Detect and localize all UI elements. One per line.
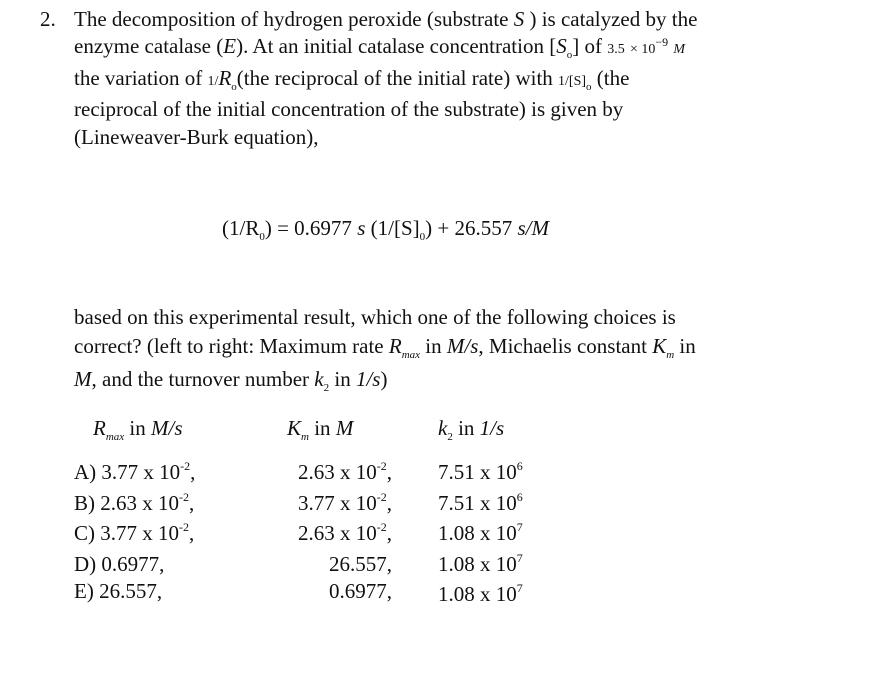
substrate-conc-subscript: o <box>566 49 573 61</box>
option-e-km-base: 0.6977, <box>329 579 392 603</box>
problem-text: ). At an initial catalase concentration [ <box>236 34 557 58</box>
header-km-symbol: K <box>287 416 302 440</box>
problem-text: ] of <box>572 34 602 58</box>
rmax-unit: M/s <box>446 334 479 358</box>
inverse-rate-prefix: 1/ <box>207 74 219 89</box>
header-rmax-label: in <box>129 416 146 440</box>
option-e-k2-exp: 7 <box>516 581 523 595</box>
option-a-km-exp: -2 <box>376 459 387 473</box>
header-k2-unit: 1/s <box>479 416 505 440</box>
option-a-rmax-end: , <box>190 460 196 484</box>
question-text: , Michaelis constant <box>478 334 647 358</box>
option-c-k2-base: 1.08 x 10 <box>438 521 517 545</box>
option-b-rmax-base: B) 2.63 x 10 <box>74 490 179 515</box>
option-c-k2 <box>438 520 523 551</box>
option-c-km-end: , <box>386 521 392 545</box>
header-rmax-unit: M/s <box>151 416 183 440</box>
header-rmax-subscript: max <box>105 431 125 443</box>
option-d-km-base: 26.557, <box>329 551 392 576</box>
problem-line-1 <box>74 8 697 31</box>
option-d-rmax-base: D) 0.6977, <box>74 551 165 576</box>
question-text: correct? (left to right: Maximum rate <box>74 334 384 358</box>
inverse-rate-subscript: o <box>231 81 237 93</box>
option-a-k2-exp: 6 <box>516 459 523 473</box>
option-c-km <box>262 520 392 551</box>
conc-coefficient: 3.5 <box>607 42 625 57</box>
problem-line-2 <box>74 35 685 62</box>
header-rmax <box>93 417 183 444</box>
problem-line-5: (Lineweaver-Burk equation), <box>74 125 319 149</box>
option-b-rmax-end: , <box>189 490 195 515</box>
option-a-rmax[interactable] <box>74 459 195 490</box>
inverse-rate-symbol: R <box>218 66 232 90</box>
inverse-conc-subscript: o <box>586 81 592 93</box>
problem-line-3 <box>74 67 629 94</box>
option-c-rmax-base: C) 3.77 x 10 <box>74 521 179 545</box>
options-km-column <box>262 459 392 606</box>
option-d-rmax[interactable] <box>74 551 195 579</box>
k2-subscript: 2 <box>323 382 330 394</box>
header-k2-subscript: 2 <box>447 431 453 443</box>
option-a-km <box>262 459 392 490</box>
equation-unit: s/M <box>517 216 549 240</box>
problem-text: enzyme catalase ( <box>74 34 224 58</box>
option-b-km-base: 3.77 x 10 <box>298 490 377 515</box>
problem-text: ) is catalyzed by the <box>529 7 698 31</box>
problem-text: the variation of <box>74 66 203 90</box>
conc-times-ten: × 10 <box>629 42 656 57</box>
option-b-rmax-exp: -2 <box>179 489 189 504</box>
option-c-k2-exp: 7 <box>516 520 523 534</box>
header-km <box>287 417 353 444</box>
equation-unit-s: s <box>357 216 366 240</box>
option-c-km-base: 2.63 x 10 <box>298 521 377 545</box>
question-line-2 <box>74 335 696 362</box>
equation-lhs: (1/R <box>222 216 260 240</box>
option-e-rmax-base: E) 26.557, <box>74 579 163 603</box>
equation-lhs-end: ) = 0.6977 <box>264 216 352 240</box>
option-b-k2 <box>438 490 523 521</box>
substrate-symbol: S <box>513 7 525 31</box>
option-d-km <box>262 551 392 579</box>
header-km-subscript: m <box>301 431 309 443</box>
question-text: in <box>425 334 442 358</box>
equation-lhs-subscript: 0 <box>259 231 265 243</box>
option-a-k2-base: 7.51 x 10 <box>438 460 517 484</box>
option-d-k2 <box>438 551 523 582</box>
km-subscript: m <box>666 349 675 361</box>
option-c-rmax-end: , <box>189 521 195 545</box>
rmax-symbol: R <box>388 334 402 358</box>
option-c-km-exp: -2 <box>376 520 387 534</box>
option-c-rmax-exp: -2 <box>179 520 189 534</box>
option-b-k2-exp: 6 <box>516 489 523 504</box>
option-b-rmax[interactable] <box>74 490 195 521</box>
question-text: , and the turnover number <box>91 367 310 391</box>
header-rmax-symbol: R <box>93 416 106 440</box>
option-a-rmax-base: A) 3.77 x 10 <box>74 460 181 484</box>
option-a-km-base: 2.63 x 10 <box>298 460 377 484</box>
equation-mid-end: ) + 26.557 <box>425 216 513 240</box>
option-c-rmax[interactable] <box>74 520 195 551</box>
problem-number: 2. <box>40 7 56 31</box>
header-k2-label: in <box>458 416 475 440</box>
question-line-3 <box>74 368 387 395</box>
km-unit: M <box>74 367 92 391</box>
option-a-km-end: , <box>386 460 392 484</box>
conc-exponent: −9 <box>655 35 669 49</box>
equation-mid: (1/[S] <box>370 216 420 240</box>
options-k2-column <box>438 459 523 612</box>
conc-unit: M <box>673 42 686 57</box>
question-text: in <box>334 367 351 391</box>
option-d-k2-exp: 7 <box>516 550 523 565</box>
option-e-k2 <box>438 581 523 612</box>
km-symbol: K <box>652 334 667 358</box>
header-k2 <box>438 417 504 444</box>
option-b-km-end: , <box>386 490 392 515</box>
problem-line-4: reciprocal of the initial concentration of the substrate) is given by <box>74 97 624 121</box>
option-d-k2-base: 1.08 x 10 <box>438 551 517 576</box>
option-a-rmax-exp: -2 <box>180 459 191 473</box>
k2-symbol: k <box>314 367 324 391</box>
option-e-km <box>262 578 392 606</box>
options-rmax-column <box>74 459 195 606</box>
problem-text: (the <box>596 66 630 90</box>
problem-text: The decomposition of hydrogen peroxide (substrate <box>74 7 509 31</box>
question-text: in <box>679 334 696 358</box>
question-line-1: based on this experimental result, which one of the following choices is <box>74 305 676 329</box>
problem-text: (the reciprocal of the initial rate) with <box>236 66 553 90</box>
enzyme-symbol: E <box>223 34 237 58</box>
option-e-k2-base: 1.08 x 10 <box>438 582 517 606</box>
inverse-conc: 1/[S] <box>558 74 587 89</box>
header-km-unit: M <box>335 416 354 440</box>
header-k2-symbol: k <box>438 416 448 440</box>
k2-unit: 1/s <box>355 367 381 391</box>
equation-mid-subscript: 0 <box>419 231 426 243</box>
option-b-km-exp: -2 <box>376 489 387 504</box>
question-text: ) <box>380 367 388 391</box>
lineweaver-burk-equation <box>222 217 549 244</box>
option-b-km <box>262 490 392 521</box>
substrate-conc-symbol: S <box>556 34 567 58</box>
option-a-k2 <box>438 459 523 490</box>
option-b-k2-base: 7.51 x 10 <box>438 490 517 515</box>
rmax-subscript: max <box>401 349 421 361</box>
header-km-label: in <box>314 416 331 440</box>
option-e-rmax[interactable] <box>74 578 195 606</box>
